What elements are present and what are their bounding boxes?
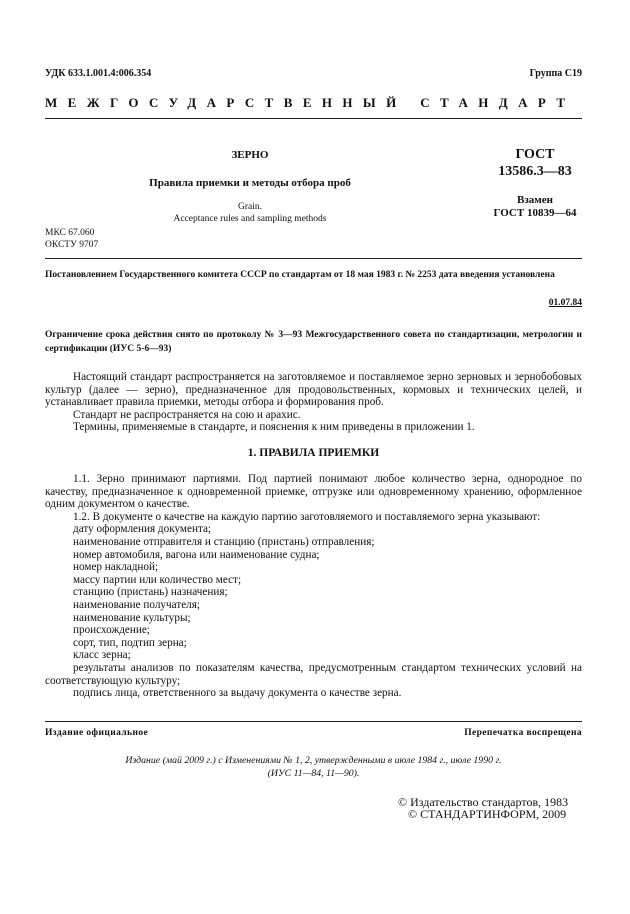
intro-paragraph: Настоящий стандарт распространяется на заготовляемое и поставляемое зерно зерновых и зернобобовых культур (далее — зерно), предназначенное для продовольственных, кормовых и технических целей, и устанавливает правила приемки, методы отбора и формирования проб.: [45, 371, 582, 409]
restriction-note: Ограничение срока действия снято по протоколу № 3—93 Межгосударственного совета по стандартизации, метрологии и сертификации (ИУС 5-6—93): [45, 330, 582, 354]
footer-divider: [45, 721, 582, 722]
intro-paragraph: Стандарт не распространяется на сою и арахис.: [73, 408, 301, 421]
list-item: сорт, тип, подтип зерна;: [73, 636, 187, 649]
list-item: класс зерна;: [73, 649, 131, 662]
list-item: номер автомобиля, вагона или наименование судна;: [73, 548, 320, 561]
document-subtitle: Правила приемки и методы отбора проб: [149, 177, 351, 189]
list-item: результаты анализов по показателям качества, предусмотренным стандартом технических условий на соответствующую культуру;: [45, 661, 582, 687]
mks-code: МКС 67.060: [45, 228, 95, 238]
reissue-note: Издание (май 2009 г.) с Изменениями № 1, 2, утвержденными в июле 1984 г., июле 1990 г.: [125, 755, 502, 766]
list-item: наименование получателя;: [73, 598, 201, 611]
list-item: станцию (пристань) назначения;: [73, 586, 228, 599]
section-heading: 1. ПРАВИЛА ПРИЕМКИ: [247, 447, 380, 459]
reissue-note-ius: (ИУС 11—84, 11—90).: [267, 768, 360, 779]
intro-block: [45, 371, 582, 434]
reprint-notice: Перепечатка воспрещена: [464, 728, 582, 738]
english-subtitle: Acceptance rules and sampling methods: [173, 214, 327, 224]
standard-banner: МЕЖГОСУДАРСТВЕННЫЙ СТАНДАРТ: [45, 95, 576, 110]
list-item: массу партии или количество мест;: [73, 573, 242, 586]
list-item: дату оформления документа;: [73, 523, 212, 536]
gost-number: 13586.3—83: [498, 164, 572, 179]
title-divider: [45, 258, 582, 259]
edition-label: Издание официальное: [45, 728, 149, 738]
section1-block: [45, 473, 582, 700]
list-item: происхождение;: [73, 624, 150, 637]
clause-1-1: 1.1. Зерно принимают партиями. Под партией понимают любое количество зерна, однородное по качеству, предназначенное к одновременной приемке, отгрузке или одновременному хранению, оформленное одним документом о качестве.: [45, 473, 582, 511]
list-item: наименование отправителя и станцию (пристань) отправления;: [73, 535, 375, 548]
okstu-code: ОКСТУ 9707: [45, 240, 99, 250]
replace-number: ГОСТ 10839—64: [493, 207, 577, 219]
header-divider: [45, 118, 582, 119]
replace-label: Взамен: [517, 194, 553, 206]
list-item: номер накладной;: [73, 561, 159, 574]
group-code: Группа С19: [529, 68, 582, 79]
copyright-line: © Издательство стандартов, 1983: [398, 795, 569, 809]
document-title: ЗЕРНО: [231, 149, 269, 161]
english-title: Grain.: [237, 202, 262, 212]
decree-text: Постановлением Государственного комитета СССР по стандартам от 18 мая 1983 г. № 2253 дата введения установлена: [45, 270, 555, 280]
list-item: наименование культуры;: [73, 611, 191, 624]
decree-date: 01.07.84: [548, 298, 582, 308]
udk-code: УДК 633.1.001.4:006.354: [45, 68, 152, 79]
gost-label: ГОСТ: [515, 147, 555, 162]
clause-1-2: 1.2. В документе о качестве на каждую партию заготовляемого и поставляемого зерна указывают:: [73, 510, 541, 523]
list-item: подпись лица, ответственного за выдачу документа о качестве зерна.: [73, 687, 402, 700]
intro-paragraph: Термины, применяемые в стандарте, и пояснения к ним приведены в приложении 1.: [73, 421, 475, 434]
copyright-line: © СТАНДАРТИНФОРМ, 2009: [408, 807, 567, 821]
